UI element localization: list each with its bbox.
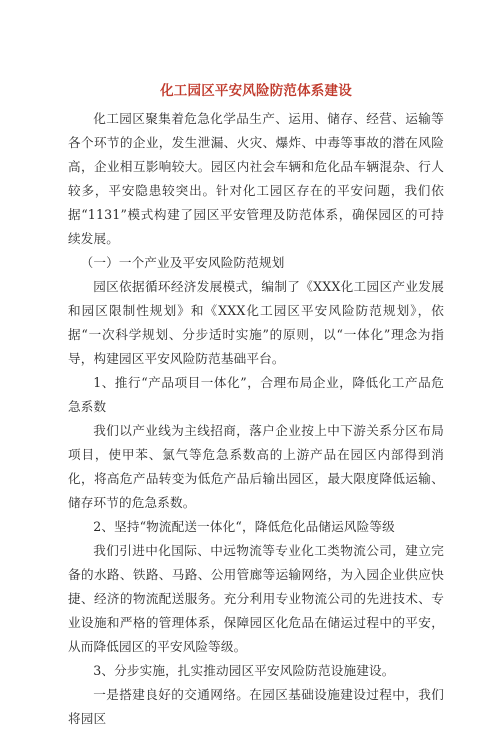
subheading-phased-implementation: 3、分步实施，扎实推动园区平安风险防范设施建设。 [93, 663, 395, 678]
subheading-product-integration: 1、推行“产品项目一体化”，合理布局企业，降低化工产品危急系数 [68, 375, 444, 414]
paragraph-logistics-integration: 我们引进中化国际、中远物流等专业化工类物流公司，建立完备的水路、铁路、马路、公用管廊等运输网络，为入园企业供应快捷、经济的物流配送服务。充分利用专业物流公司的先进技术、专业设施和严格的管理体系，保障园区化危品在储运过程中的平安，从而降低园区的平安风险等级。 [68, 543, 444, 654]
document-title: 化工园区平安风险防范体系建设 [160, 83, 352, 99]
paragraph-product-integration: 我们以产业线为主线招商，落户企业按上中下游关系分区布局项目，使甲苯、氯气等危急系数高的上游产品在园区内部得到消化，将高危产品转变为低危产品后输出园区，最大限度降低运输、储存环节的危急系数。 [68, 423, 444, 510]
subheading-logistics-integration: 2、坚持“物流配送一体化“，降低危化品储运风险等级 [93, 519, 395, 534]
paragraph-planning: 园区依据循环经济发展模式，编制了《XXX化工园区产业发展和园区限制性规划》和《XXX化工园区平安风险防范规划》，依据“一次科学规划、分步适时实施”的原则，以“一体化”理念为指导，构建园区平安风险防范基础平台。 [68, 279, 444, 366]
section-heading-planning: （一）一个产业及平安风险防范规划 [80, 255, 285, 270]
paragraph-transport-network: 一是搭建良好的交通网络。在园区基础设施建设过程中，我们将园区 [68, 687, 444, 726]
paragraph-intro: 化工园区聚集着危急化学品生产、运用、储存、经营、运输等各个环节的企业，发生泄漏、火灾、爆炸、中毒等事故的潜在风险高，企业相互影响较大。园区内社会车辆和危化品车辆混杂、行人较多，平安隐患较突出。针对化工园区存在的平安问题，我们依据“1131”模式构建了园区平安管理及防范体系，确保园区的可持续发展。 [68, 111, 444, 246]
